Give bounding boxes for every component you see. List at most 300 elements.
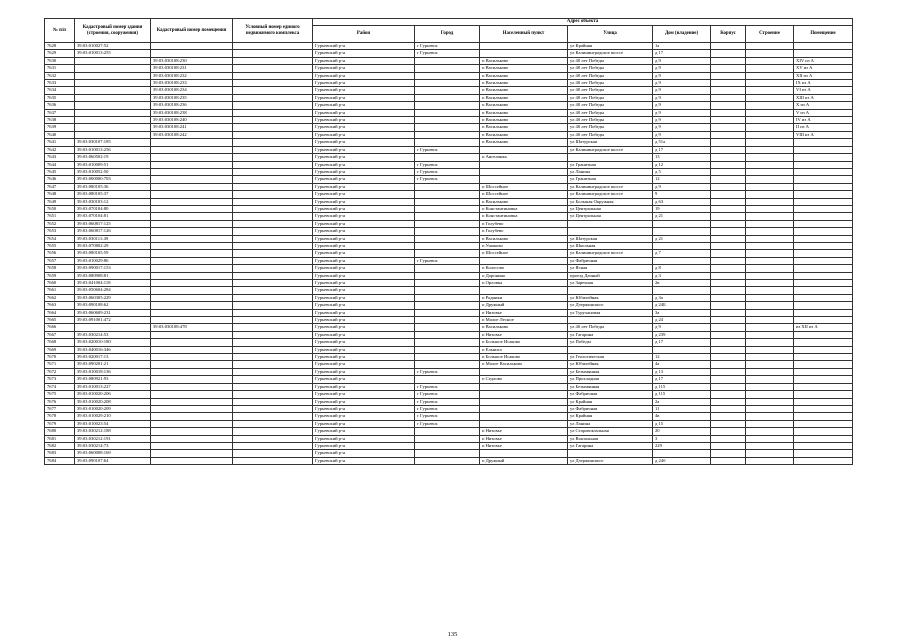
- cell-building: [746, 354, 794, 361]
- cell-room: XIV из А: [794, 57, 853, 64]
- cell-cad-room: [151, 161, 233, 168]
- cell-building: [746, 228, 794, 235]
- cell-district: Гурьевский р-н: [313, 287, 415, 294]
- cell-cad-building: 39:03:030107:185: [75, 139, 151, 146]
- cell-settlement: [480, 391, 568, 398]
- cell-num: 7680: [45, 428, 75, 435]
- cell-city: [415, 72, 480, 79]
- cell-cond-complex: [233, 361, 313, 368]
- cell-cad-room: 39:03:030108:235: [151, 94, 233, 101]
- cell-cond-complex: [233, 428, 313, 435]
- cell-settlement: п Васильково: [480, 109, 568, 116]
- cell-city: [415, 354, 480, 361]
- cell-city: [415, 94, 480, 101]
- cell-house: д 12: [653, 161, 711, 168]
- cell-building: [746, 57, 794, 64]
- cell-room: [794, 457, 853, 464]
- cell-cad-room: [151, 450, 233, 457]
- cell-building: [746, 331, 794, 338]
- cell-street: [568, 220, 653, 227]
- cell-district: Гурьевский р-н: [313, 213, 415, 220]
- cell-cad-room: [151, 420, 233, 427]
- table-row: [45, 176, 853, 183]
- cell-district: Гурьевский р-н: [313, 102, 415, 109]
- header-room: Помещение: [794, 26, 853, 43]
- cell-house: [653, 257, 711, 264]
- cell-city: [415, 280, 480, 287]
- cell-city: [415, 309, 480, 316]
- cell-street: ул Ланина: [568, 420, 653, 427]
- cell-building: [746, 294, 794, 301]
- cell-cad-building: 39:03:030111:49: [75, 235, 151, 242]
- cell-cad-building: 39:03:010020:208: [75, 398, 151, 405]
- cell-cond-complex: [233, 131, 313, 138]
- cell-district: Гурьевский р-н: [313, 228, 415, 235]
- cell-room: [794, 154, 853, 161]
- table-row: [45, 154, 853, 161]
- cell-cond-complex: [233, 324, 313, 331]
- cell-cad-building: 39:03:010029:86: [75, 257, 151, 264]
- table-row: [45, 309, 853, 316]
- cell-street: ул 40 лет Победы: [568, 80, 653, 87]
- cell-cond-complex: [233, 368, 313, 375]
- cell-city: г Гурьевск: [415, 50, 480, 57]
- cell-city: [415, 154, 480, 161]
- cell-num: 7661: [45, 287, 75, 294]
- cell-num: 7644: [45, 161, 75, 168]
- cell-cad-building: 39:03:060502:19: [75, 154, 151, 161]
- cell-cad-building: 39:03:020010:180: [75, 339, 151, 346]
- cell-num: 7676: [45, 398, 75, 405]
- cell-settlement: п Васильково: [480, 235, 568, 242]
- cell-room: [794, 346, 853, 353]
- cell-korpus: [711, 257, 746, 264]
- cell-building: [746, 117, 794, 124]
- cell-cad-building: [75, 87, 151, 94]
- cell-korpus: [711, 331, 746, 338]
- cell-cond-complex: [233, 102, 313, 109]
- cell-street: ул Гранитная: [568, 161, 653, 168]
- cell-num: 7665: [45, 317, 75, 324]
- cell-room: [794, 191, 853, 198]
- cell-city: [415, 287, 480, 294]
- cell-cond-complex: [233, 228, 313, 235]
- cell-district: Гурьевский р-н: [313, 205, 415, 212]
- cell-settlement: п Орловка: [480, 280, 568, 287]
- cell-street: ул Заречная: [568, 280, 653, 287]
- cell-room: [794, 294, 853, 301]
- header-korpus: Корпус: [711, 26, 746, 43]
- cell-settlement: п Константиновка: [480, 213, 568, 220]
- cell-cond-complex: [233, 109, 313, 116]
- cell-building: [746, 450, 794, 457]
- cell-korpus: [711, 287, 746, 294]
- cell-room: [794, 257, 853, 264]
- cell-cad-building: [75, 72, 151, 79]
- cell-district: Гурьевский р-н: [313, 324, 415, 331]
- cell-district: Гурьевский р-н: [313, 191, 415, 198]
- cell-building: [746, 213, 794, 220]
- cell-house: д 9: [653, 57, 711, 64]
- cell-cad-room: 39:03:030108:230: [151, 57, 233, 64]
- cell-cad-room: [151, 272, 233, 279]
- cell-settlement: п Васильково: [480, 87, 568, 94]
- cell-korpus: [711, 242, 746, 249]
- cell-korpus: [711, 302, 746, 309]
- table-row: [45, 242, 853, 249]
- cell-district: Гурьевский р-н: [313, 257, 415, 264]
- cell-district: Гурьевский р-н: [313, 94, 415, 101]
- cell-num: 7678: [45, 413, 75, 420]
- cell-district: Гурьевский р-н: [313, 131, 415, 138]
- cell-building: [746, 242, 794, 249]
- cell-district: Гурьевский р-н: [313, 146, 415, 153]
- cell-cond-complex: [233, 420, 313, 427]
- cell-district: Гурьевский р-н: [313, 450, 415, 457]
- cell-room: [794, 398, 853, 405]
- cell-room: [794, 442, 853, 449]
- cell-city: [415, 191, 480, 198]
- table-row: [45, 287, 853, 294]
- cell-district: Гурьевский р-н: [313, 117, 415, 124]
- cell-house: [653, 287, 711, 294]
- cell-street: ул Калининградское шоссе: [568, 146, 653, 153]
- cell-cond-complex: [233, 87, 313, 94]
- cell-settlement: п Шоссейное: [480, 183, 568, 190]
- cell-house: д 9: [653, 72, 711, 79]
- cell-house: 19: [653, 205, 711, 212]
- cell-street: ул Большая Окружная: [568, 198, 653, 205]
- cell-city: [415, 457, 480, 464]
- cell-district: Гурьевский р-н: [313, 331, 415, 338]
- cell-city: [415, 250, 480, 257]
- cell-building: [746, 420, 794, 427]
- cell-korpus: [711, 368, 746, 375]
- table-row: [45, 168, 853, 175]
- cell-cad-room: [151, 235, 233, 242]
- cell-street: ул Калининградское шоссе: [568, 183, 653, 190]
- cell-cond-complex: [233, 154, 313, 161]
- cell-room: [794, 168, 853, 175]
- cell-cond-complex: [233, 117, 313, 124]
- cell-settlement: п Голубево: [480, 228, 568, 235]
- cell-room: VIII из А: [794, 131, 853, 138]
- cell-city: г Гурьевск: [415, 391, 480, 398]
- cell-korpus: [711, 346, 746, 353]
- cell-cad-building: 39:03:010009:51: [75, 161, 151, 168]
- table-row: [45, 72, 853, 79]
- cell-building: [746, 413, 794, 420]
- cell-house: 4а: [653, 361, 711, 368]
- cell-room: [794, 213, 853, 220]
- cell-room: [794, 146, 853, 153]
- cell-house: 1а: [653, 43, 711, 50]
- cell-cad-building: 39:03:010023:54: [75, 420, 151, 427]
- cell-cad-room: [151, 368, 233, 375]
- cell-num: 7679: [45, 420, 75, 427]
- cell-street: ул Турухановая: [568, 309, 653, 316]
- cell-korpus: [711, 228, 746, 235]
- cell-house: д 9: [653, 124, 711, 131]
- cell-num: 7636: [45, 102, 75, 109]
- table-row: [45, 109, 853, 116]
- cell-cad-building: 39:03:010013:256: [75, 146, 151, 153]
- cell-street: ул Старовокзальная: [568, 428, 653, 435]
- cell-korpus: [711, 220, 746, 227]
- cell-cad-room: [151, 183, 233, 190]
- cell-house: д 9: [653, 183, 711, 190]
- cell-korpus: [711, 272, 746, 279]
- cell-korpus: [711, 339, 746, 346]
- table-row: [45, 183, 853, 190]
- cell-num: 7643: [45, 154, 75, 161]
- cell-room: [794, 405, 853, 412]
- cell-cad-room: [151, 213, 233, 220]
- table-row: [45, 331, 853, 338]
- cell-district: Гурьевский р-н: [313, 176, 415, 183]
- cell-cad-building: [75, 65, 151, 72]
- cell-settlement: п Родники: [480, 294, 568, 301]
- cell-street: ул 40 лет Победы: [568, 72, 653, 79]
- cell-street: ул Крайняя: [568, 413, 653, 420]
- cell-cond-complex: [233, 72, 313, 79]
- cell-cad-building: 39:03:060008:169: [75, 450, 151, 457]
- table-row: [45, 368, 853, 375]
- cell-city: [415, 450, 480, 457]
- cell-cad-room: 39:03:030108:478: [151, 324, 233, 331]
- cell-cond-complex: [233, 317, 313, 324]
- cell-district: Гурьевский р-н: [313, 87, 415, 94]
- cell-room: XII из А: [794, 72, 853, 79]
- cell-room: [794, 435, 853, 442]
- cell-cad-room: [151, 50, 233, 57]
- table-row: [45, 302, 853, 309]
- cell-settlement: [480, 450, 568, 457]
- cell-house: 9: [653, 191, 711, 198]
- cell-cad-room: [151, 198, 233, 205]
- table-body: [45, 43, 853, 465]
- cell-cad-building: 39:03:060305:229: [75, 294, 151, 301]
- table-row: [45, 442, 853, 449]
- table-row: [45, 220, 853, 227]
- cell-house: д 63: [653, 198, 711, 205]
- cell-num: 7666: [45, 324, 75, 331]
- cell-num: 7662: [45, 294, 75, 301]
- cell-cad-room: [151, 43, 233, 50]
- cell-cad-building: 39:03:010018:136: [75, 368, 151, 375]
- cell-korpus: [711, 294, 746, 301]
- cell-cond-complex: [233, 146, 313, 153]
- cell-city: [415, 361, 480, 368]
- cell-settlement: п Низовье: [480, 309, 568, 316]
- cell-settlement: п Голубево: [480, 220, 568, 227]
- cell-district: Гурьевский р-н: [313, 250, 415, 257]
- table-row: [45, 94, 853, 101]
- cell-cond-complex: [233, 383, 313, 390]
- cell-room: [794, 198, 853, 205]
- cell-cad-building: 39:03:030214:73: [75, 442, 151, 449]
- cell-korpus: [711, 213, 746, 220]
- cell-korpus: [711, 139, 746, 146]
- cell-house: д 9: [653, 324, 711, 331]
- cell-cad-room: [151, 391, 233, 398]
- cell-district: Гурьевский р-н: [313, 309, 415, 316]
- cell-room: [794, 287, 853, 294]
- cell-settlement: п Большое Исаково: [480, 354, 568, 361]
- cell-cad-room: 39:03:030108:233: [151, 80, 233, 87]
- cell-building: [746, 383, 794, 390]
- cell-cond-complex: [233, 339, 313, 346]
- cell-room: [794, 450, 853, 457]
- cell-building: [746, 317, 794, 324]
- cell-korpus: [711, 57, 746, 64]
- cell-cond-complex: [233, 391, 313, 398]
- table-row: [45, 213, 853, 220]
- cell-city: [415, 317, 480, 324]
- cell-cad-room: [151, 346, 233, 353]
- cell-cad-room: [151, 287, 233, 294]
- table-row: [45, 43, 853, 50]
- cell-city: [415, 242, 480, 249]
- cell-cad-building: 39:03:041004:118: [75, 280, 151, 287]
- header-cad-room: Кадастровый номер помещения: [151, 19, 233, 43]
- cell-cad-building: 39:03:080105:36: [75, 183, 151, 190]
- cell-street: ул Ланина: [568, 168, 653, 175]
- cell-room: XV из А: [794, 65, 853, 72]
- cell-building: [746, 72, 794, 79]
- cell-cad-building: 39:03:070104:81: [75, 213, 151, 220]
- cell-city: [415, 109, 480, 116]
- cell-district: Гурьевский р-н: [313, 398, 415, 405]
- cell-room: [794, 205, 853, 212]
- cell-korpus: [711, 161, 746, 168]
- cell-district: Гурьевский р-н: [313, 124, 415, 131]
- cell-district: Гурьевский р-н: [313, 413, 415, 420]
- cell-cad-building: 39:03:090108:62: [75, 302, 151, 309]
- cell-settlement: п Васильково: [480, 324, 568, 331]
- cell-settlement: п Дружный: [480, 457, 568, 464]
- cell-room: II из А: [794, 124, 853, 131]
- cell-cond-complex: [233, 302, 313, 309]
- cell-cad-room: [151, 376, 233, 383]
- cell-num: 7645: [45, 168, 75, 175]
- cell-settlement: п Шоссейное: [480, 250, 568, 257]
- cell-house: д 8: [653, 265, 711, 272]
- cell-num: 7635: [45, 94, 75, 101]
- cell-num: 7669: [45, 346, 75, 353]
- cell-house: д 115: [653, 383, 711, 390]
- cell-num: 7657: [45, 257, 75, 264]
- table-row: [45, 250, 853, 257]
- cell-num: 7658: [45, 265, 75, 272]
- cell-house: д 9: [653, 80, 711, 87]
- cell-city: [415, 235, 480, 242]
- cell-num: 7641: [45, 139, 75, 146]
- cell-house: д 17: [653, 50, 711, 57]
- cell-cond-complex: [233, 457, 313, 464]
- cell-street: ул Прохладная: [568, 376, 653, 383]
- cell-building: [746, 43, 794, 50]
- cell-house: д 13: [653, 368, 711, 375]
- cell-korpus: [711, 398, 746, 405]
- cell-city: [415, 139, 480, 146]
- cell-cond-complex: [233, 139, 313, 146]
- cell-num: 7652: [45, 220, 75, 227]
- cell-cond-complex: [233, 242, 313, 249]
- cell-cad-room: [151, 442, 233, 449]
- cell-house: д 3а: [653, 294, 711, 301]
- cell-korpus: [711, 50, 746, 57]
- cell-korpus: [711, 117, 746, 124]
- cell-room: [794, 183, 853, 190]
- cell-cad-building: [75, 324, 151, 331]
- cell-street: ул Гагарина: [568, 331, 653, 338]
- cell-cond-complex: [233, 294, 313, 301]
- cell-house: д 15: [653, 420, 711, 427]
- cell-cad-building: 39:03:040016:346: [75, 346, 151, 353]
- cell-korpus: [711, 72, 746, 79]
- cell-korpus: [711, 94, 746, 101]
- cell-district: Гурьевский р-н: [313, 235, 415, 242]
- cell-room: [794, 43, 853, 50]
- table-row: [45, 450, 853, 457]
- cell-cond-complex: [233, 280, 313, 287]
- cell-city: [415, 220, 480, 227]
- cell-district: Гурьевский р-н: [313, 383, 415, 390]
- cell-street: [568, 228, 653, 235]
- cell-house: 2а: [653, 398, 711, 405]
- cell-cad-building: 39:03:030103:12: [75, 198, 151, 205]
- cell-street: ул Вокзальная: [568, 435, 653, 442]
- cell-city: [415, 131, 480, 138]
- cell-building: [746, 154, 794, 161]
- cell-num: 7667: [45, 331, 75, 338]
- cell-cad-building: 39:03:000000:703: [75, 176, 151, 183]
- cell-cond-complex: [233, 43, 313, 50]
- registry-sheet: [44, 18, 852, 465]
- cell-house: д 9: [653, 94, 711, 101]
- cell-settlement: п Васильково: [480, 198, 568, 205]
- table-row: [45, 265, 853, 272]
- cell-cond-complex: [233, 287, 313, 294]
- cell-district: Гурьевский р-н: [313, 168, 415, 175]
- cell-korpus: [711, 391, 746, 398]
- cell-street: ул Безымянная: [568, 368, 653, 375]
- cell-building: [746, 265, 794, 272]
- cell-house: [653, 220, 711, 227]
- cell-settlement: п Ельнига: [480, 346, 568, 353]
- cell-num: 7632: [45, 72, 75, 79]
- cell-korpus: [711, 361, 746, 368]
- cell-cad-building: 39:03:010020:206: [75, 391, 151, 398]
- cell-cond-complex: [233, 413, 313, 420]
- cell-settlement: [480, 161, 568, 168]
- cell-num: 7656: [45, 250, 75, 257]
- cell-street: ул Победы: [568, 339, 653, 346]
- cell-cond-complex: [233, 176, 313, 183]
- cell-cad-room: [151, 361, 233, 368]
- cell-num: 7664: [45, 309, 75, 316]
- table-row: [45, 391, 853, 398]
- header-street: Улица: [568, 26, 653, 43]
- cell-settlement: п Васильково: [480, 80, 568, 87]
- cell-cad-room: [151, 331, 233, 338]
- cell-house: д 17: [653, 376, 711, 383]
- cell-settlement: п Васильково: [480, 139, 568, 146]
- cell-num: 7670: [45, 354, 75, 361]
- cell-street: ул Центральная: [568, 213, 653, 220]
- cell-cad-room: [151, 242, 233, 249]
